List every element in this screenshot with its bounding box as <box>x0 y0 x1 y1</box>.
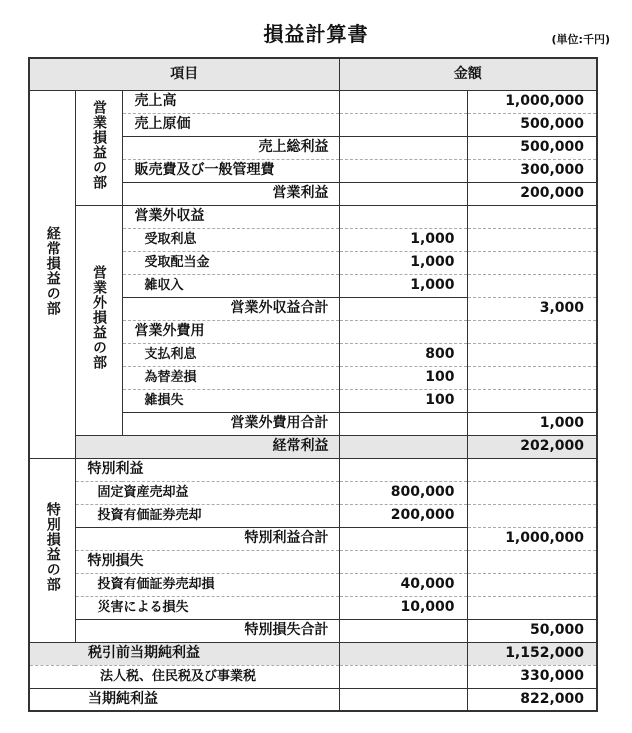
row-sub: 40,000 <box>339 573 467 596</box>
row-label: 雑損失 <box>122 389 339 412</box>
row-sub: 10,000 <box>339 596 467 619</box>
row-total: 1,000,000 <box>467 90 597 113</box>
table-row <box>29 688 597 711</box>
row-label: 販売費及び一般管理費 <box>122 159 339 182</box>
row-total <box>467 573 597 596</box>
table-row <box>29 665 597 688</box>
row-total <box>467 228 597 251</box>
section-eigyogai-label: 営業外損益の部 <box>91 264 107 370</box>
row-sub <box>339 136 467 159</box>
row-total <box>467 458 597 481</box>
row-total: 500,000 <box>467 136 597 159</box>
section-eigyo-label: 営業損益の部 <box>91 99 107 190</box>
row-total <box>467 343 597 366</box>
row-total <box>467 251 597 274</box>
row-sub: 1,000 <box>339 251 467 274</box>
row-label: 営業利益 <box>122 182 339 205</box>
row-label: 受取配当金 <box>122 251 339 274</box>
row-sub <box>339 90 467 113</box>
row-label: 売上原価 <box>122 113 339 136</box>
row-total: 1,152,000 <box>467 642 597 665</box>
row-label: 固定資産売却益 <box>75 481 339 504</box>
row-sub: 200,000 <box>339 504 467 527</box>
row-sub <box>339 113 467 136</box>
row-sub <box>339 619 467 642</box>
row-label: 営業外収益 <box>122 205 339 228</box>
table-row <box>29 205 597 228</box>
row-label: 雑収入 <box>122 274 339 297</box>
row-total: 3,000 <box>467 297 597 320</box>
row-total: 330,000 <box>467 665 597 688</box>
table-row <box>29 642 597 665</box>
row-sub <box>339 205 467 228</box>
row-total: 300,000 <box>467 159 597 182</box>
row-total: 50,000 <box>467 619 597 642</box>
row-total: 202,000 <box>467 435 597 458</box>
row-label: 特別損失 <box>75 550 339 573</box>
row-sub: 100 <box>339 366 467 389</box>
row-label: 投資有価証券売却損 <box>75 573 339 596</box>
statement-title: 損益計算書 <box>263 22 369 46</box>
row-total <box>467 274 597 297</box>
row-total <box>467 205 597 228</box>
section-eigyo <box>75 90 122 205</box>
header-row <box>29 58 597 90</box>
row-sub <box>339 412 467 435</box>
table-row <box>29 573 597 596</box>
row-total <box>467 481 597 504</box>
row-sub: 800,000 <box>339 481 467 504</box>
row-label: 為替差損 <box>122 366 339 389</box>
row-sub: 800 <box>339 343 467 366</box>
row-total <box>467 366 597 389</box>
row-sub <box>339 458 467 481</box>
table-row <box>29 435 597 458</box>
row-sub <box>339 688 467 711</box>
row-total <box>467 504 597 527</box>
row-total: 200,000 <box>467 182 597 205</box>
table-row <box>29 504 597 527</box>
row-label: 経常利益 <box>75 435 339 458</box>
row-total <box>467 320 597 343</box>
row-label: 営業外費用合計 <box>122 412 339 435</box>
row-sub <box>339 182 467 205</box>
row-sub: 1,000 <box>339 228 467 251</box>
header-amount: 金額 <box>339 58 597 90</box>
row-total: 822,000 <box>520 690 585 707</box>
row-total <box>467 596 597 619</box>
row-label: 営業外収益合計 <box>122 297 339 320</box>
row-sub <box>339 527 467 550</box>
row-label: 売上総利益 <box>122 136 339 159</box>
row-label: 支払利息 <box>122 343 339 366</box>
row-total: 1,000 <box>467 412 597 435</box>
row-label: 売上高 <box>122 90 339 113</box>
section-keijo-label: 経常損益の部 <box>44 226 61 316</box>
row-label: 特別損失合計 <box>75 619 339 642</box>
table-row <box>29 596 597 619</box>
row-total <box>467 389 597 412</box>
row-label: 受取利息 <box>122 228 339 251</box>
table-row <box>29 619 597 642</box>
row-label: 営業外費用 <box>122 320 339 343</box>
table-row <box>29 550 597 573</box>
section-eigyogai <box>75 205 122 435</box>
row-sub <box>339 550 467 573</box>
row-sub <box>339 297 467 320</box>
row-sub: 100 <box>339 389 467 412</box>
table-row <box>29 527 597 550</box>
table-row <box>29 90 597 113</box>
row-label: 災害による損失 <box>75 596 339 619</box>
row-total: 1,000,000 <box>467 527 597 550</box>
row-sub <box>339 435 467 458</box>
row-sub <box>339 320 467 343</box>
section-tokubetsu <box>29 458 75 642</box>
row-total <box>467 550 597 573</box>
row-sub <box>339 642 467 665</box>
row-sub <box>339 159 467 182</box>
header-item: 項目 <box>29 58 339 90</box>
row-sub: 1,000 <box>339 274 467 297</box>
table-row <box>29 458 597 481</box>
row-label: 投資有価証券売却 <box>75 504 339 527</box>
section-keijo <box>29 90 75 458</box>
row-label: 税引前当期純利益 <box>29 642 339 665</box>
section-tokubetsu-label: 特別損益の部 <box>44 502 61 592</box>
row-label: 特別利益 <box>75 458 339 481</box>
row-label: 法人税、住民税及び事業税 <box>29 665 339 688</box>
table-row <box>29 481 597 504</box>
row-sub <box>339 665 467 688</box>
row-total: 500,000 <box>467 113 597 136</box>
unit-label: (単位:千円) <box>551 33 610 46</box>
income-statement-table <box>28 57 598 712</box>
row-label: 特別利益合計 <box>75 527 339 550</box>
row-label: 当期純利益 <box>88 690 158 707</box>
